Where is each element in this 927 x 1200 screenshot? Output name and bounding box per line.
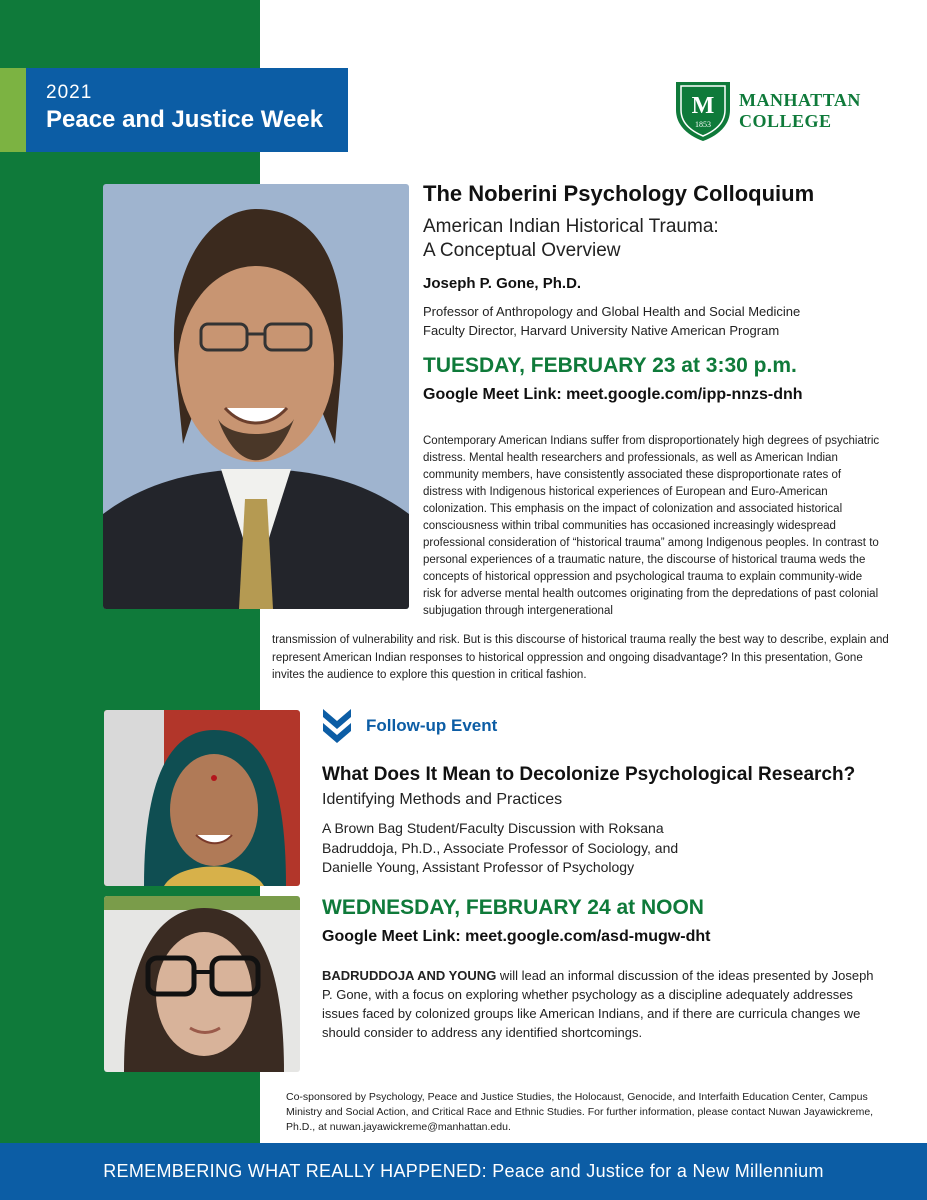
speaker-photo bbox=[103, 184, 409, 609]
college-name bbox=[739, 90, 861, 132]
talk-title-line2: A Conceptual Overview bbox=[423, 240, 621, 261]
followup-details-text: will lead an informal discussion of the ideas presented by Joseph P. Gone, with a focus on exploring whether psychology as a discipline adequately addresses issues faced by colonized groups like American Indians, and if there are curricula changes we should consider to address any identified shortcomings. bbox=[322, 968, 874, 1040]
badge-year: 2021 bbox=[46, 82, 93, 103]
colloquium-description-part1: Contemporary American Indians suffer from disproportionately high degrees of psychiatric distress. Mental health researchers and professionals, as well as American Indian community members, have consistently associated these disproportionate rates of distress with Indigenous historical experiences of European and Euro-American colonization. This emphasis on the impact of colonization and associated historical consciousness within tribal communities has occasioned increasingly widespread professional consideration of “historical trauma” among Indigenous peoples. In contrast to personal experiences of a traumatic nature, the discourse of historical trauma weds the concepts of historical oppression and psychological trauma to explain community-wide risk for adverse mental health outcomes originating from the depredations of past colonial subjugation through intergenerational bbox=[423, 435, 880, 617]
followup-details-lead: BADRUDDOJA AND YOUNG bbox=[322, 968, 497, 983]
college-shield-icon bbox=[673, 80, 733, 142]
speaker-role-1: Professor of Anthropology and Global Health and Social Medicine bbox=[423, 304, 801, 319]
badge-accent bbox=[0, 68, 26, 152]
followup-label: Follow-up Event bbox=[366, 716, 498, 735]
college-logo bbox=[673, 80, 861, 142]
emblem-letter: M bbox=[691, 93, 715, 119]
followup-subtitle: Identifying Methods and Practices bbox=[322, 791, 563, 808]
event-badge bbox=[0, 68, 348, 152]
college-name-line1: MANHATTAN bbox=[739, 90, 861, 110]
followup-details bbox=[322, 966, 877, 1042]
badge-title: Peace and Justice Week bbox=[46, 106, 324, 133]
talk-title-line1: American Indian Historical Trauma: bbox=[423, 216, 719, 237]
followup-description: A Brown Bag Student/Faculty Discussion with Roksana Badruddoja, Ph.D., Associate Professor of Sociology, and Danielle Young, Assistant Professor of Psychology bbox=[322, 820, 679, 875]
speaker-name: Joseph P. Gone, Ph.D. bbox=[423, 275, 582, 292]
chevron-down-icon bbox=[322, 708, 352, 744]
colloquium-meet-link[interactable]: Google Meet Link: meet.google.com/ipp-nnzs-dnh bbox=[423, 386, 803, 403]
badge-body bbox=[26, 68, 348, 152]
followup-header bbox=[322, 708, 497, 744]
speaker-role-2: Faculty Director, Harvard University Native American Program bbox=[423, 323, 780, 338]
panelist-photo-1 bbox=[104, 710, 300, 886]
footer-text: REMEMBERING WHAT REALLY HAPPENED: Peace and Justice for a New Millennium bbox=[103, 1161, 824, 1181]
footer-banner bbox=[0, 1143, 927, 1200]
followup-date: WEDNESDAY, FEBRUARY 24 at NOON bbox=[322, 896, 704, 919]
colloquium-description-part2: transmission of vulnerability and risk. But is this discourse of historical trauma really the best way to describe, explain and represent American Indian responses to historical oppression and ongoing disadvantage? In this presentation, Gone invites the audience to explore this question in critical fashion. bbox=[272, 634, 889, 681]
followup-meet-link[interactable]: Google Meet Link: meet.google.com/asd-mugw-dht bbox=[322, 928, 711, 945]
cosponsor-note: Co-sponsored by Psychology, Peace and Justice Studies, the Holocaust, Genocide, and Interfaith Education Center, Campus Ministry and Social Action, and Critical Race and Ethnic Studies. For further information, please contact Nuwan Jayawickreme, Ph.D., at nuwan.jayawickreme@manhattan.edu. bbox=[286, 1091, 874, 1133]
emblem-year: 1853 bbox=[695, 120, 711, 129]
college-name-line2: COLLEGE bbox=[739, 111, 832, 131]
followup-title: What Does It Mean to Decolonize Psychological Research? bbox=[322, 764, 856, 785]
talk-title bbox=[423, 215, 803, 263]
colloquium-date: TUESDAY, FEBRUARY 23 at 3:30 p.m. bbox=[423, 354, 797, 377]
speaker-roles bbox=[423, 302, 883, 340]
panelist-photo-2 bbox=[104, 896, 300, 1072]
colloquium-title: The Noberini Psychology Colloquium bbox=[423, 181, 815, 206]
